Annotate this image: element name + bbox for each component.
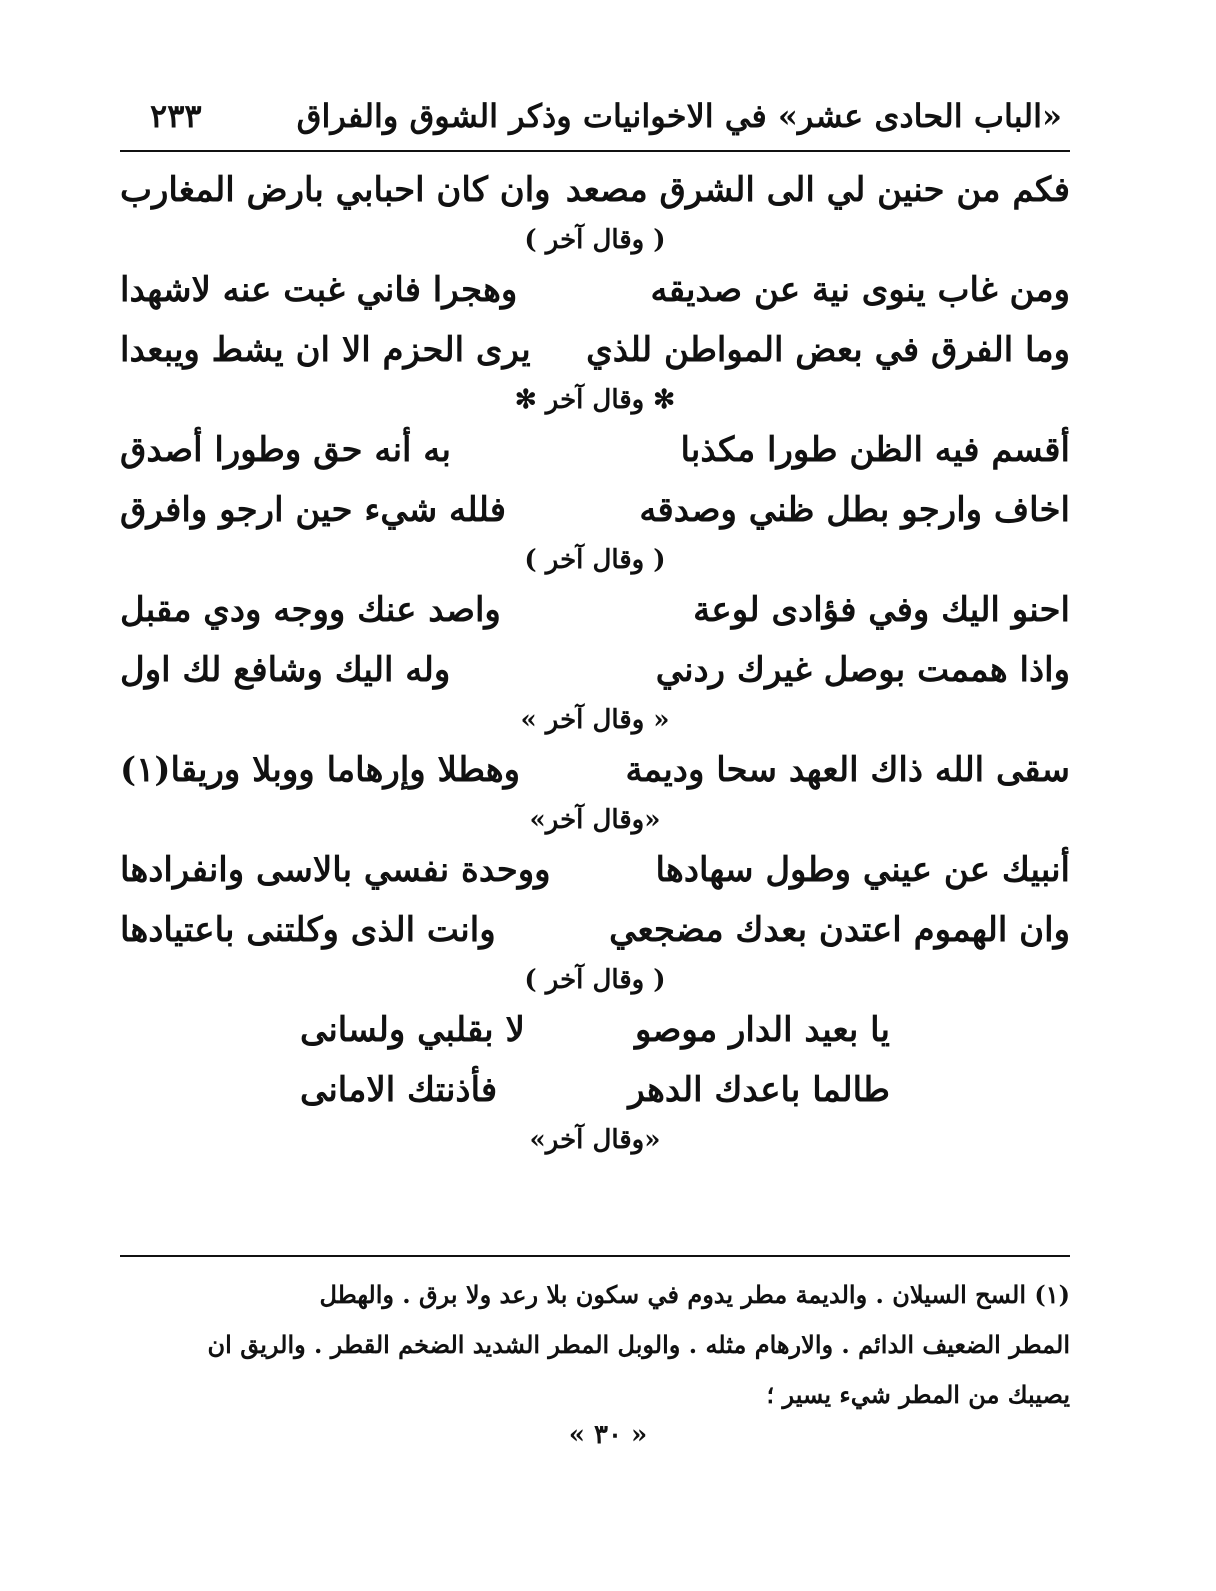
verse-line bbox=[120, 900, 1070, 960]
verse-first-hemistich: أنبيك عن عيني وطول سهادها bbox=[655, 850, 1070, 890]
footnote-line: (١) السح السيلان . والديمة مطر يدوم في سكون بلا رعد ولا برق . والهطل bbox=[319, 1280, 1070, 1309]
verse-second-hemistich: يرى الحزم الا ان يشط ويبعدا bbox=[120, 330, 531, 370]
verse-second-hemistich: فلله شيء حين ارجو وافرق bbox=[120, 490, 507, 530]
verse-first-hemistich: وان الهموم اعتدن بعدك مضجعي bbox=[609, 910, 1070, 950]
verse-line bbox=[120, 420, 1070, 480]
footnote-rule bbox=[120, 1255, 1070, 1257]
verse-line bbox=[120, 840, 1070, 900]
verse-first-hemistich: فكم من حنين لي الى الشرق مصعد bbox=[565, 170, 1070, 210]
verse-line bbox=[120, 640, 1070, 700]
section-caption: ( وقال آخر ) bbox=[524, 225, 666, 255]
running-title: «الباب الحادى عشر» في الاخوانيات وذكر الشوق والفراق bbox=[296, 97, 1062, 135]
header-rule bbox=[120, 150, 1070, 152]
verse-line bbox=[120, 1000, 1070, 1060]
footnote-line: المطر الضعيف الدائم . والارهام مثله . والوبل المطر الشديد الضخم القطر . والريق ان bbox=[207, 1330, 1070, 1359]
verse-first-hemistich: ومن غاب ينوى نية عن صديقه bbox=[650, 270, 1070, 310]
verse-first-hemistich: طالما باعدك الدهر bbox=[628, 1070, 890, 1110]
verse-line bbox=[120, 160, 1070, 220]
verse-line bbox=[120, 1060, 1070, 1120]
verse-first-hemistich: احنو اليك وفي فؤادى لوعة bbox=[693, 590, 1070, 630]
verse-first-hemistich: أقسم فيه الظن طورا مكذبا bbox=[680, 430, 1070, 470]
verse-line bbox=[120, 320, 1070, 380]
verse-second-hemistich: فأذنتك الامانى bbox=[300, 1070, 498, 1110]
section-caption: ✻ وقال آخر ✻ bbox=[514, 385, 676, 415]
verse-second-hemistich: ووحدة نفسي بالاسى وانفرادها bbox=[120, 850, 551, 890]
verse-line bbox=[120, 580, 1070, 640]
verse-first-hemistich: واذا هممت بوصل غيرك ردني bbox=[655, 650, 1070, 690]
section-caption: ( وقال آخر ) bbox=[524, 965, 666, 995]
verse-first-hemistich: وما الفرق في بعض المواطن للذي bbox=[586, 330, 1070, 370]
verse-second-hemistich: به أنه حق وطورا أصدق bbox=[120, 430, 452, 470]
section-caption: « وقال آخر » bbox=[520, 705, 670, 735]
verse-line bbox=[120, 260, 1070, 320]
verse-second-hemistich: واصد عنك ووجه ودي مقبل bbox=[120, 590, 501, 630]
section-caption: «وقال آخر» bbox=[529, 805, 661, 835]
verse-second-hemistich: وانت الذى وكلتنى باعتيادها bbox=[120, 910, 496, 950]
running-header bbox=[150, 88, 1062, 144]
verse-first-hemistich: اخاف وارجو بطل ظني وصدقه bbox=[639, 490, 1070, 530]
footnote-line: يصيبك من المطر شيء يسير ؛ bbox=[766, 1380, 1070, 1409]
verse-line bbox=[120, 740, 1070, 800]
verse-line bbox=[120, 480, 1070, 540]
section-caption: ( وقال آخر ) bbox=[524, 545, 666, 575]
verse-second-hemistich: وهجرا فاني غبت عنه لاشهدا bbox=[120, 270, 518, 310]
bottom-page-number: « ٣٠ » bbox=[568, 1420, 648, 1450]
footnote bbox=[120, 1270, 1070, 1420]
verse-second-hemistich: لا بقلبي ولسانى bbox=[300, 1010, 525, 1050]
verse-second-hemistich: وله اليك وشافع لك اول bbox=[120, 650, 451, 690]
verse-first-hemistich: سقى الله ذاك العهد سحا وديمة bbox=[625, 750, 1070, 790]
section-caption: «وقال آخر» bbox=[529, 1125, 661, 1155]
verse-second-hemistich: وهطلا وإرهاما ووبلا وريقا(١) bbox=[120, 750, 521, 790]
verse-first-hemistich: يا بعيد الدار موصو bbox=[634, 1010, 890, 1050]
verse-second-hemistich: وان كان احبابي بارض المغارب bbox=[120, 170, 551, 210]
page-number: ٢٣٣ bbox=[150, 97, 202, 135]
poem-body bbox=[120, 160, 1070, 1160]
